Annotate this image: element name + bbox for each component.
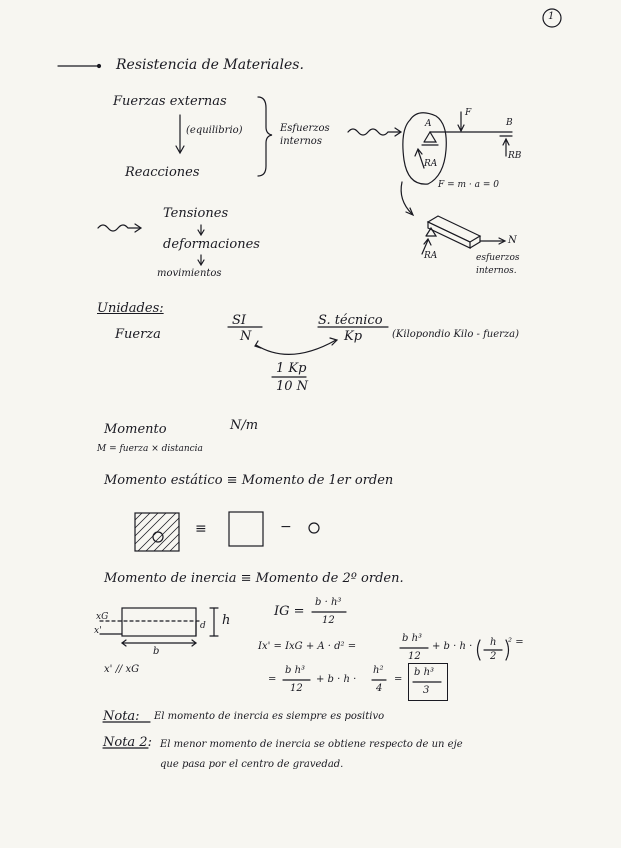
- momento-label: Momento: [104, 422, 167, 437]
- height-h-label: h: [222, 613, 231, 628]
- fuerzas-externas: Fuerzas externas: [113, 94, 227, 109]
- beam-segment-prism: [428, 216, 480, 242]
- circle-icon: [309, 523, 319, 533]
- brace-icon: [258, 97, 272, 176]
- esfuerzos-internos-note: esfuerzos internos.: [476, 253, 520, 276]
- parallel-axes-note: x' // xG: [104, 664, 140, 675]
- unidades-heading: Unidades:: [97, 301, 164, 316]
- normal-force-label: N: [508, 235, 517, 246]
- steiner-end: ² =: [508, 637, 524, 648]
- momento-inercia-line: Momento de inercia ≡ Momento de 2º orden.: [104, 571, 404, 586]
- result-numerator: b h³: [414, 667, 435, 678]
- nota2-line2: que pasa por el centro de gravedad.: [160, 759, 344, 770]
- kp-label: Kp: [344, 329, 363, 344]
- wavy-arrow-icon: [98, 225, 140, 231]
- steiner-mid: + b · h ·: [432, 641, 473, 652]
- reacciones-label: Reacciones: [125, 165, 200, 180]
- line3-frac-num: h²: [373, 665, 384, 676]
- ig-denominator: 12: [322, 615, 335, 626]
- momento-estatico-line: Momento estático ≡ Momento de 1er orden: [104, 473, 394, 488]
- steiner-num: b h³: [402, 633, 423, 644]
- equilibrio-label: (equilibrio): [186, 125, 243, 136]
- movimientos-label: movimientos: [157, 268, 222, 279]
- axis-xg-label: xG: [96, 612, 109, 622]
- newton-label: N: [240, 329, 252, 344]
- line3-frac-den: 4: [376, 683, 383, 694]
- steiner-den: 12: [408, 651, 421, 662]
- line3-eq: =: [268, 674, 277, 685]
- distance-d-label: d: [200, 621, 206, 631]
- line3-den: 12: [290, 683, 303, 694]
- nota1-label: Nota:: [103, 709, 140, 724]
- page-title: Resistencia de Materiales.: [116, 57, 304, 73]
- line3-num: b h³: [285, 665, 306, 676]
- steiner-paren-den: 2: [490, 651, 497, 662]
- si-label: SI: [232, 313, 247, 328]
- sistema-tecnico-label: S. técnico: [318, 313, 383, 328]
- conversion-10n: 10 N: [276, 379, 309, 394]
- axis-xprime-label: x': [94, 626, 102, 636]
- deformaciones-label: deformaciones: [163, 237, 260, 252]
- conversion-1kp: 1 Kp: [276, 361, 307, 376]
- wavy-arrow-icon: [348, 129, 400, 135]
- reaction-rb-label: RB: [508, 151, 522, 161]
- ig-lhs: IG =: [274, 604, 305, 619]
- tensiones-label: Tensiones: [163, 206, 229, 221]
- line3-eq2: =: [394, 674, 403, 685]
- reaction-ra-label: RA: [424, 159, 438, 169]
- nota1-text: El momento de inercia es siempre es positivo: [154, 711, 385, 722]
- point-a-label: A: [425, 119, 432, 129]
- momento-unit: N/m: [230, 418, 259, 433]
- steiner-paren-num: h: [490, 637, 497, 648]
- empty-square-icon: [229, 512, 263, 546]
- momento-definition: M = fuerza × distancia: [97, 444, 203, 454]
- esfuerzos-internos-label: Esfuerzos internos: [280, 123, 330, 147]
- force-f-label: F: [465, 108, 472, 118]
- nota2-line1: El menor momento de inercia se obtiene respecto de un eje: [160, 739, 463, 750]
- equivalence-symbol: ≡: [195, 521, 207, 537]
- section-rectangle: [122, 608, 196, 636]
- reaction-ra2-label: RA: [424, 251, 438, 261]
- result-denominator: 3: [423, 685, 430, 696]
- minus-symbol: −: [280, 519, 292, 535]
- steiner-lhs: Ix' = IxG + A · d² =: [258, 641, 357, 652]
- nota2-label: Nota 2:: [103, 735, 152, 750]
- double-arrow-icon: [256, 340, 336, 354]
- equilibrium-equation: F = m · a = 0: [438, 180, 499, 190]
- line3-mid: + b · h ·: [316, 674, 357, 685]
- page-number: 1: [548, 11, 555, 22]
- point-b-label: B: [506, 118, 513, 128]
- width-b-label: b: [153, 646, 160, 657]
- ig-numerator: b · h³: [315, 597, 342, 608]
- fuerza-label: Fuerza: [115, 327, 161, 342]
- kp-note: (Kilopondio Kilo - fuerza): [392, 329, 520, 340]
